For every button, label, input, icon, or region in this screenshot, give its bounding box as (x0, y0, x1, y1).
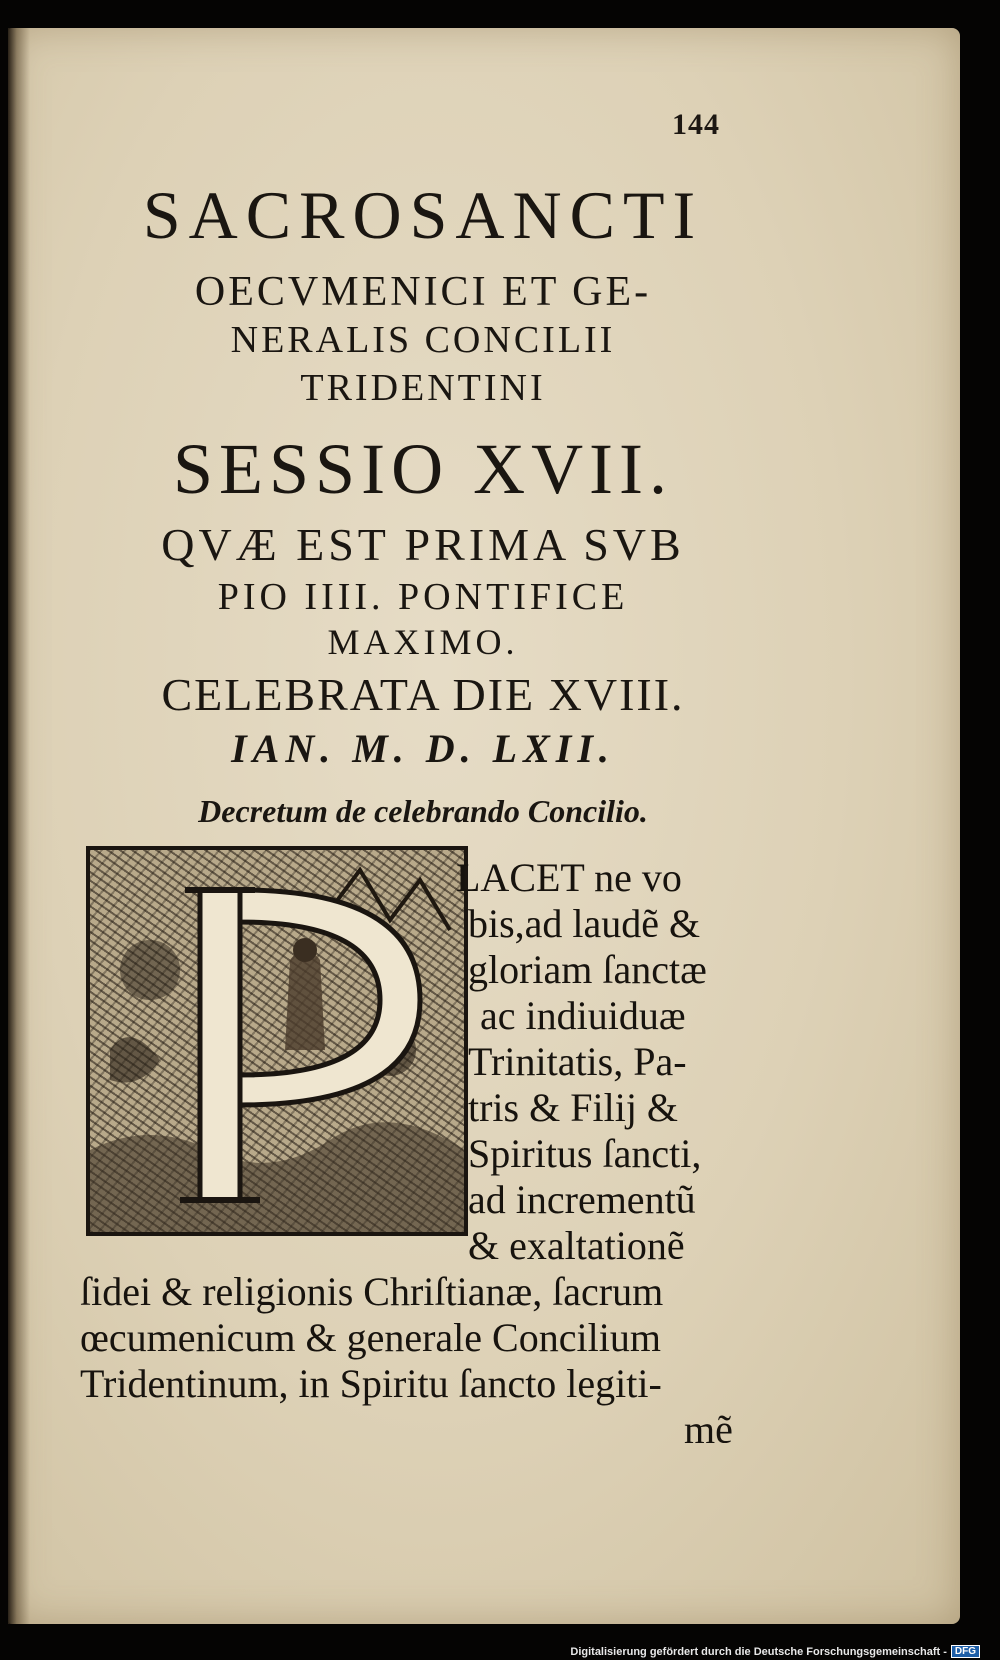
initial-letter-graphic (90, 850, 464, 1232)
dfg-logo: DFG (951, 1645, 980, 1658)
body-line-11: œcumenicum & generale Concilium (80, 1315, 661, 1360)
body-line-7: Spiritus ſancti, (468, 1131, 702, 1176)
title-line-3: NERALIS CONCILII (230, 319, 616, 361)
page-gutter (8, 28, 30, 1624)
body-line-12: Tridentinum, in Spiritu ſancto legiti- (80, 1361, 662, 1406)
session-title: SESSIO XVII. (172, 429, 674, 509)
body-line-9: & exaltationẽ (468, 1223, 685, 1268)
page-number: 144 (672, 108, 720, 141)
woodcut-initial-p (86, 846, 468, 1236)
catchword: mẽ (684, 1407, 733, 1452)
decree-heading: Decretum de celebrando Concilio. (198, 793, 648, 829)
title-line-1: SACROSANCTI (142, 177, 704, 253)
title-line-8: MAXIMO. (327, 622, 519, 662)
body-line-8: ad incrementũ (468, 1177, 696, 1222)
session-date: IAN. M. D. LXII. (231, 726, 615, 771)
title-line-9: CELEBRATA DIE XVIII. (161, 669, 685, 720)
body-line-6: tris & Filij & (468, 1085, 679, 1130)
footer-credit-text: Digitalisierung gefördert durch die Deutsche Forschungsgemeinschaft - (570, 1645, 947, 1658)
initial-letter-label: P (90, 850, 91, 851)
body-line-10: ſidei & religionis Chriſtianæ, ſacrum (80, 1269, 664, 1314)
title-line-2: OECVMENICI ET GE- (194, 269, 652, 315)
title-line-7: PIO IIII. PONTIFICE (217, 576, 629, 618)
body-line-3: gloriam ſanctæ (468, 947, 707, 992)
body-line-4: ac indiuiduæ (480, 993, 686, 1038)
title-line-4: TRIDENTINI (300, 367, 546, 409)
footer-credit (570, 1645, 980, 1658)
body-line-1: LACET ne vo (456, 855, 682, 900)
book-page (8, 28, 960, 1624)
body-line-5: Trinitatis, Pa- (468, 1039, 687, 1084)
body-line-2: bis,ad laudẽ & (468, 901, 701, 946)
title-line-6: QVÆ EST PRIMA SVB (161, 519, 685, 570)
